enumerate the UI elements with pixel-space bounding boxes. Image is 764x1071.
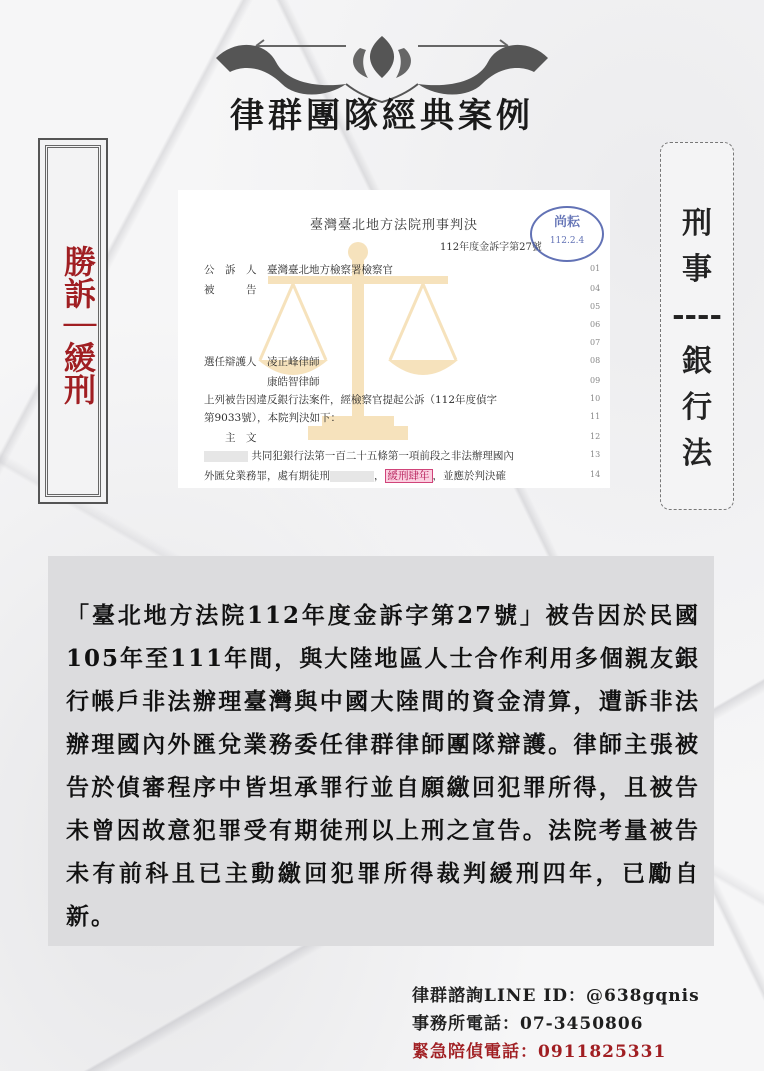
doc-line: 公 訴 人 臺灣臺北地方檢察署檢察官 — [204, 264, 393, 276]
line-number: 06 — [590, 320, 601, 329]
doc-line: 第9033號），本院判決如下： — [204, 412, 341, 424]
doc-line-text: 共同犯銀行法第一百二十五條第一項前段之非法辦理國內 — [251, 450, 514, 462]
doc-line: 選任辯護人 凌正峰律師 — [204, 356, 320, 368]
line-number: 11 — [590, 412, 601, 421]
judgment-document — [178, 190, 610, 488]
line-number: 12 — [590, 432, 601, 441]
line-number: 04 — [590, 284, 601, 293]
case-summary-box — [48, 556, 714, 946]
seal-text: 尚耘 — [553, 215, 580, 230]
category-char: 行 — [682, 390, 712, 425]
category-divider: ---- — [672, 298, 722, 333]
doc-line: 主 文 — [204, 432, 257, 444]
page-title: 律群團隊經典案例 — [230, 96, 534, 136]
doc-line — [204, 468, 506, 483]
doc-line — [204, 448, 514, 463]
emergency-phone-text: 緊急陪偵電話：0911825331 — [412, 1042, 667, 1062]
line-number: 05 — [590, 302, 601, 311]
doc-line: 上列被告因違反銀行法案件，經檢察官提起公訴（112年度偵字 — [204, 394, 498, 406]
case-summary-text: 「臺北地方法院112年度金訴字第27號」被告因於民國105年至111年間，與大陸地區人士合作利用多個親友銀行帳戶非法辦理臺灣與中國大陸間的資金清算，遭訴非法辦理國內外匯兌業務委任律群律師團隊辯護。律師主張被告於偵審程序中皆坦承罪行並自願繳回犯罪所得，且被告未曾因故意犯罪受有期徒刑以上刑之宣告。法院考量被告未有前科且已主動繳回犯罪所得裁判緩刑四年，已勵自新。 — [66, 602, 700, 930]
result-badge — [38, 138, 108, 504]
probation-highlight: 緩刑肆年 — [385, 469, 433, 483]
result-badge-text: 勝訴｜緩刑 — [59, 245, 97, 405]
category-char: 法 — [682, 436, 712, 471]
line-number: 08 — [590, 356, 601, 365]
judgment-title: 臺灣臺北地方法院刑事判決 — [309, 218, 478, 233]
office-phone-text: 事務所電話：07-3450806 — [412, 1014, 644, 1034]
doc-line-text: ， — [374, 470, 385, 482]
category-char: 事 — [682, 252, 712, 287]
line-number: 10 — [590, 394, 601, 403]
doc-line: 康皓智律師 — [204, 376, 320, 388]
court-seal — [530, 206, 604, 262]
judgment-case-number: 112年度金訴字第27號 — [440, 242, 542, 253]
category-char: 刑 — [682, 206, 712, 241]
redaction-block — [330, 471, 374, 482]
line-number: 14 — [590, 470, 601, 479]
line-number: 01 — [590, 264, 601, 273]
line-number: 09 — [590, 376, 601, 385]
redaction-block — [204, 451, 248, 462]
category-badge-text — [661, 201, 733, 501]
doc-line: 被 告 — [204, 284, 257, 296]
contact-info — [412, 982, 700, 1066]
doc-line-text: 外匯兌業務罪，處有期徒刑 — [204, 470, 330, 482]
line-number: 13 — [590, 450, 601, 459]
line-number: 07 — [590, 338, 601, 347]
doc-line-text: ，並應於判決確 — [432, 470, 506, 482]
seal-date: 112.2.4 — [549, 236, 585, 246]
category-char: 銀 — [682, 344, 712, 379]
line-id-text: 律群諮詢LINE ID：@638gqnis — [412, 986, 700, 1006]
category-badge — [660, 142, 734, 510]
